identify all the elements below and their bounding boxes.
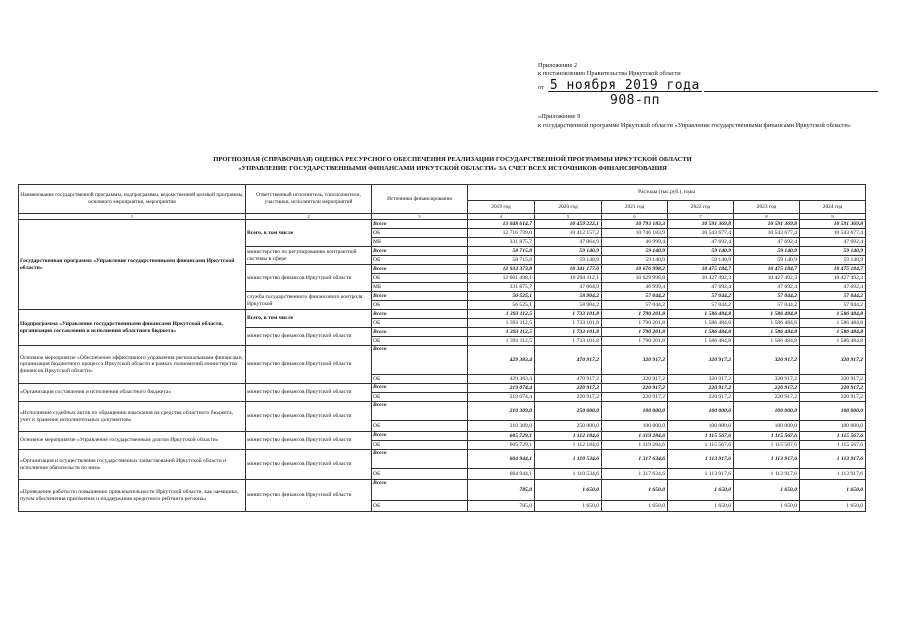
- value-cell: 1 113 917,6: [734, 450, 800, 469]
- value-cell: 47 064,9: [535, 283, 602, 292]
- value-cell: 1 650,0: [602, 501, 668, 512]
- value-cell: 1 113 917,6: [668, 469, 734, 480]
- value-cell: 429 383,4: [468, 375, 535, 384]
- header-year: 2019 год: [468, 201, 535, 214]
- value-cell: 100 000,0: [668, 402, 734, 421]
- appendix-line-2: к постановлению Правительства Иркутской области: [538, 70, 681, 78]
- value-cell: 429 383,4: [468, 346, 535, 375]
- value-cell: 1 586 484,8: [800, 328, 866, 337]
- appendix-line-1: Приложение 2: [538, 62, 578, 69]
- activity-name: Основное мероприятие «Обеспечение эффективного управления региональными финансами, организация бюджетного процесса Иркутской области в рамках полномочий министерства финансов Иркутской области»: [19, 346, 246, 384]
- value-cell: 1 790 201,8: [602, 328, 668, 337]
- value-cell: 1 110 534,6: [535, 469, 602, 480]
- source-cell: ОБ: [372, 274, 468, 283]
- value-cell: 1 586 484,8: [668, 337, 734, 346]
- value-cell: 320 917,2: [668, 346, 734, 375]
- activity-row: [19, 432, 866, 441]
- value-cell: 210 309,0: [468, 421, 535, 432]
- value-cell: 605 729,1: [468, 441, 535, 450]
- executor-cell: министерство финансов Иркутской области: [246, 328, 372, 346]
- value-cell: 219 074,4: [468, 384, 535, 393]
- value-cell: 10 793 183,3: [602, 220, 668, 229]
- value-cell: 1 650,0: [535, 501, 602, 512]
- source-cell: ОБ: [372, 337, 468, 346]
- handwritten-number: 908-пп: [610, 93, 660, 109]
- value-cell: 10 543 677,4: [800, 229, 866, 238]
- value-cell: 100 000,0: [668, 421, 734, 432]
- value-cell: 1 393 112,5: [468, 310, 535, 319]
- value-cell: 1 319 284,6: [602, 441, 668, 450]
- value-cell: 59 140,9: [800, 256, 866, 265]
- appendix-line-4: к государственной программе Иркутской области «Управление государственными финансами Иркутской области»: [538, 121, 851, 129]
- value-cell: 320 917,2: [602, 346, 668, 375]
- appendix-line-3: «Приложение 9: [538, 113, 581, 121]
- activity-name: Основное мероприятие «Управление государственным долгом Иркутской области»: [19, 432, 246, 450]
- value-cell: 100 000,0: [800, 421, 866, 432]
- activity-name: «Исполнение судебных актов по обращению взыскания на средства областного бюджета, учет и хранение исполнительных документов»: [19, 402, 246, 432]
- value-cell: 10 427 492,3: [734, 274, 800, 283]
- source-cell: ОБ: [372, 469, 468, 480]
- value-cell: 210 309,0: [468, 402, 535, 421]
- value-cell: 10 475 184,7: [668, 265, 734, 274]
- value-cell: 10 475 184,7: [734, 265, 800, 274]
- source-cell: Всего: [372, 220, 468, 229]
- value-cell: 58 715,8: [468, 256, 535, 265]
- value-cell: 1 733 101,8: [535, 310, 602, 319]
- value-cell: 1 112 184,6: [535, 432, 602, 441]
- value-cell: 12 601 498,1: [468, 274, 535, 283]
- value-cell: 219 074,4: [468, 393, 535, 402]
- value-cell: 1 115 567,6: [800, 432, 866, 441]
- value-cell: 47 692,4: [800, 283, 866, 292]
- value-cell: 1 113 917,6: [668, 450, 734, 469]
- value-cell: 1 650,0: [535, 480, 602, 501]
- column-index: 6: [602, 214, 668, 220]
- value-cell: 59 140,9: [602, 247, 668, 256]
- value-cell: 1 113 917,6: [800, 450, 866, 469]
- value-cell: 1 115 567,6: [668, 432, 734, 441]
- value-cell: 1 650,0: [668, 480, 734, 501]
- value-cell: 1 650,0: [800, 480, 866, 501]
- value-cell: 100 000,0: [734, 402, 800, 421]
- value-cell: 57 044,2: [734, 301, 800, 310]
- value-cell: 331 875,7: [468, 283, 535, 292]
- value-cell: 46 999,4: [602, 238, 668, 247]
- header-year: 2024 год: [800, 201, 866, 214]
- column-index: 7: [668, 214, 734, 220]
- value-cell: 1 317 634,6: [602, 469, 668, 480]
- program-name: Подпрограмма «Управление государственными финансами Иркутской области, организация составления и исполнения областного бюджета»: [19, 310, 246, 346]
- value-cell: 320 917,2: [602, 375, 668, 384]
- value-cell: 100 000,0: [800, 402, 866, 421]
- value-cell: 605 729,1: [468, 432, 535, 441]
- column-index: 2: [246, 214, 372, 220]
- value-cell: 320 917,2: [800, 375, 866, 384]
- source-cell: ОБ: [372, 229, 468, 238]
- header-executor: Ответственный исполнитель, соисполнители, участники, исполнители мероприятий: [246, 185, 372, 214]
- value-cell: 1 650,0: [734, 501, 800, 512]
- value-cell: 56 525,1: [468, 292, 535, 301]
- value-cell: 1 586 484,8: [668, 319, 734, 328]
- value-cell: 46 999,4: [602, 283, 668, 292]
- value-cell: 320 917,2: [668, 375, 734, 384]
- value-cell: 220 917,2: [734, 393, 800, 402]
- value-cell: 10 341 177,0: [535, 265, 602, 274]
- value-cell: 57 044,2: [602, 292, 668, 301]
- value-cell: 1 586 484,8: [800, 337, 866, 346]
- source-cell: Всего: [372, 265, 468, 274]
- value-cell: 56 525,1: [468, 301, 535, 310]
- source-cell: Всего: [372, 328, 468, 337]
- value-cell: 1 650,0: [800, 501, 866, 512]
- value-cell: 220 917,2: [734, 384, 800, 393]
- value-cell: 57 044,2: [734, 292, 800, 301]
- value-cell: 59 140,9: [535, 247, 602, 256]
- value-cell: 1 113 917,6: [734, 469, 800, 480]
- value-cell: 1 790 201,8: [602, 319, 668, 328]
- appendix-block: [538, 62, 878, 130]
- value-cell: 1 586 484,8: [668, 310, 734, 319]
- value-cell: 1 319 284,6: [602, 432, 668, 441]
- source-cell: Всего: [372, 310, 468, 319]
- source-cell: Всего: [372, 402, 468, 421]
- value-cell: 10 475 184,7: [800, 265, 866, 274]
- value-cell: 59 140,9: [535, 256, 602, 265]
- value-cell: 220 917,2: [535, 384, 602, 393]
- value-cell: 220 917,2: [602, 384, 668, 393]
- header-source: Источники финансирования: [372, 185, 468, 214]
- value-cell: 1 586 484,8: [734, 337, 800, 346]
- source-cell: Всего: [372, 346, 468, 375]
- value-cell: 1 733 101,8: [535, 337, 602, 346]
- header-name: Наименование государственной программы, подпрограммы, ведомственной целевой программы, основного мероприятия, мероприятия: [19, 185, 246, 214]
- value-cell: 1 733 101,8: [535, 319, 602, 328]
- value-cell: 57 044,2: [602, 301, 668, 310]
- funding-table: [18, 184, 866, 512]
- value-cell: 59 140,9: [800, 247, 866, 256]
- source-cell: МБ: [372, 238, 468, 247]
- value-cell: 100 000,0: [602, 421, 668, 432]
- table-row: [19, 310, 866, 319]
- value-cell: 10 591 369,8: [668, 220, 734, 229]
- value-cell: 57 044,2: [800, 292, 866, 301]
- value-cell: 59 140,9: [668, 247, 734, 256]
- activity-name: «Организация и осуществление государственных заимствований Иркутской области и исполнение обязательств по ним»: [19, 450, 246, 480]
- date-underline: [704, 90, 878, 92]
- value-cell: 1 115 567,6: [668, 441, 734, 450]
- value-cell: 250 000,0: [535, 402, 602, 421]
- column-index: 5: [535, 214, 602, 220]
- source-cell: ОБ: [372, 501, 468, 512]
- value-cell: 57 044,2: [668, 301, 734, 310]
- executor-cell: служба государственного финансового контроля Иркутской: [246, 292, 372, 310]
- source-cell: ОБ: [372, 301, 468, 310]
- value-cell: 1 650,0: [734, 480, 800, 501]
- value-cell: 10 591 369,8: [734, 220, 800, 229]
- value-cell: 1 733 101,8: [535, 328, 602, 337]
- value-cell: 220 917,2: [668, 384, 734, 393]
- executor-cell: министерство по регулированию контрактной системы в сфере: [246, 247, 372, 265]
- source-cell: ОБ: [372, 421, 468, 432]
- source-cell: Всего: [372, 432, 468, 441]
- value-cell: 47 692,4: [668, 283, 734, 292]
- value-cell: 470 917,2: [535, 346, 602, 375]
- column-index: 8: [734, 214, 800, 220]
- value-cell: 1 586 484,8: [734, 328, 800, 337]
- value-cell: 57 044,2: [800, 301, 866, 310]
- value-cell: 10 591 369,8: [800, 220, 866, 229]
- value-cell: 58 904,2: [535, 301, 602, 310]
- value-cell: 1 110 534,6: [535, 450, 602, 469]
- source-cell: Всего: [372, 450, 468, 469]
- value-cell: 59 140,9: [602, 256, 668, 265]
- value-cell: 1 790 201,8: [602, 337, 668, 346]
- executor-cell: Всего, в том числе: [246, 220, 372, 247]
- value-cell: 47 692,4: [734, 283, 800, 292]
- source-cell: Всего: [372, 292, 468, 301]
- value-cell: 10 412 157,2: [535, 229, 602, 238]
- value-cell: 12 933 373,8: [468, 265, 535, 274]
- header-year: 2020 год: [535, 201, 602, 214]
- source-cell: Всего: [372, 247, 468, 256]
- value-cell: 220 917,2: [800, 384, 866, 393]
- activity-name: «Организация составления и исполнения областного бюджета»: [19, 384, 246, 402]
- value-cell: 785,0: [468, 501, 535, 512]
- value-cell: 1 586 484,8: [800, 310, 866, 319]
- value-cell: 47 064,9: [535, 238, 602, 247]
- value-cell: 10 427 492,3: [668, 274, 734, 283]
- value-cell: 1 790 201,8: [602, 310, 668, 319]
- executor-cell: министерство финансов Иркутской области: [246, 480, 372, 512]
- date-line: [538, 78, 878, 92]
- value-cell: 10 543 677,4: [734, 229, 800, 238]
- value-cell: 10 746 183,9: [602, 229, 668, 238]
- value-cell: 10 294 112,1: [535, 274, 602, 283]
- value-cell: 604 944,1: [468, 450, 535, 469]
- value-cell: 331 875,7: [468, 238, 535, 247]
- value-cell: 1 393 112,5: [468, 337, 535, 346]
- value-cell: 47 692,4: [800, 238, 866, 247]
- activity-row: [19, 450, 866, 469]
- value-cell: 220 917,2: [535, 393, 602, 402]
- header-expenses: Расходы (тыс.руб.), годы: [468, 185, 866, 201]
- document-title: [20, 155, 885, 173]
- column-index: 1: [19, 214, 246, 220]
- value-cell: 320 917,2: [734, 346, 800, 375]
- executor-cell: министерство финансов Иркутской области: [246, 432, 372, 450]
- value-cell: 58 904,2: [535, 292, 602, 301]
- table-row: [19, 220, 866, 229]
- value-cell: 59 140,9: [668, 256, 734, 265]
- program-name: Государственная программа «Управление государственными финансами Иркутской области»: [19, 220, 246, 310]
- value-cell: 59 140,9: [734, 247, 800, 256]
- value-cell: 1 586 484,8: [668, 328, 734, 337]
- column-index: 3: [372, 214, 468, 220]
- value-cell: 1 115 567,6: [734, 432, 800, 441]
- source-cell: ОБ: [372, 393, 468, 402]
- executor-cell: министерство финансов Иркутской области: [246, 450, 372, 480]
- source-cell: ОБ: [372, 375, 468, 384]
- table-body: [19, 185, 866, 512]
- value-cell: 10 676 998,2: [602, 265, 668, 274]
- value-cell: 100 000,0: [734, 421, 800, 432]
- header-year: 2022 год: [668, 201, 734, 214]
- value-cell: 10 427 492,3: [800, 274, 866, 283]
- handwritten-date: 5 ноября 2019 года: [549, 78, 700, 94]
- header-year: 2023 год: [734, 201, 800, 214]
- source-cell: Всего: [372, 480, 468, 501]
- value-cell: 100 000,0: [602, 402, 668, 421]
- value-cell: 1 650,0: [602, 480, 668, 501]
- title-line-2: «УПРАВЛЕНИЕ ГОСУДАРСТВЕННЫМИ ФИНАНСАМИ ИРКУТСКОЙ ОБЛАСТИ» ЗА СЧЕТ ВСЕХ ИСТОЧНИКОВ ФИНАНСИРОВАНИЯ: [238, 165, 667, 172]
- activity-row: [19, 384, 866, 393]
- header-row: [19, 185, 866, 201]
- activity-name: «Проведение работы по повышению привлекательности Иркутской области, как заемщика, путем обеспечения присвоения и поддержания кредитного рейтинга региона»: [19, 480, 246, 512]
- activity-row: [19, 480, 866, 501]
- header-year: 2021 год: [602, 201, 668, 214]
- value-cell: 58 715,8: [468, 247, 535, 256]
- executor-cell: министерство финансов Иркутской области: [246, 402, 372, 432]
- activity-row: [19, 346, 866, 375]
- value-cell: 10 459 222,1: [535, 220, 602, 229]
- value-cell: 320 917,2: [800, 346, 866, 375]
- value-cell: 1 586 484,8: [734, 310, 800, 319]
- source-cell: ОБ: [372, 441, 468, 450]
- column-index: 9: [800, 214, 866, 220]
- value-cell: 1 115 567,6: [800, 441, 866, 450]
- value-cell: 1 586 484,8: [800, 319, 866, 328]
- executor-cell: Всего, в том числе: [246, 310, 372, 328]
- value-cell: 470 917,2: [535, 375, 602, 384]
- source-cell: ОБ: [372, 256, 468, 265]
- value-cell: 604 944,1: [468, 469, 535, 480]
- value-cell: 1 650,0: [668, 501, 734, 512]
- value-cell: 13 048 614,7: [468, 220, 535, 229]
- value-cell: 1 393 112,5: [468, 319, 535, 328]
- column-index: 4: [468, 214, 535, 220]
- value-cell: 1 317 634,6: [602, 450, 668, 469]
- value-cell: 1 113 917,6: [800, 469, 866, 480]
- value-cell: 320 917,2: [734, 375, 800, 384]
- value-cell: 1 393 112,5: [468, 328, 535, 337]
- activity-row: [19, 402, 866, 421]
- value-cell: 47 692,4: [734, 238, 800, 247]
- executor-cell: министерство финансов Иркутской области: [246, 265, 372, 292]
- value-cell: 250 000,0: [535, 421, 602, 432]
- value-cell: 10 629 998,8: [602, 274, 668, 283]
- value-cell: 220 917,2: [602, 393, 668, 402]
- value-cell: 57 044,2: [668, 292, 734, 301]
- source-cell: Всего: [372, 384, 468, 393]
- value-cell: 1 115 567,6: [734, 441, 800, 450]
- executor-cell: министерство финансов Иркутской области: [246, 346, 372, 384]
- value-cell: 785,0: [468, 480, 535, 501]
- value-cell: 59 140,9: [734, 256, 800, 265]
- value-cell: 12 716 739,0: [468, 229, 535, 238]
- value-cell: 47 692,4: [668, 238, 734, 247]
- executor-cell: министерство финансов Иркутской области: [246, 384, 372, 402]
- source-cell: МБ: [372, 283, 468, 292]
- value-cell: 10 543 677,4: [668, 229, 734, 238]
- date-prefix: от: [538, 84, 544, 92]
- title-line-1: ПРОГНОЗНАЯ (СПРАВОЧНАЯ) ОЦЕНКА РЕСУРСНОГО ОБЕСПЕЧЕНИЯ РЕАЛИЗАЦИИ ГОСУДАРСТВЕННОЙ ПРОГРАММЫ ИРКУТСКОЙ ОБЛАСТИ: [213, 156, 692, 163]
- value-cell: 1 112 184,6: [535, 441, 602, 450]
- source-cell: ОБ: [372, 319, 468, 328]
- value-cell: 220 917,2: [800, 393, 866, 402]
- value-cell: 220 917,2: [668, 393, 734, 402]
- value-cell: 1 586 484,8: [734, 319, 800, 328]
